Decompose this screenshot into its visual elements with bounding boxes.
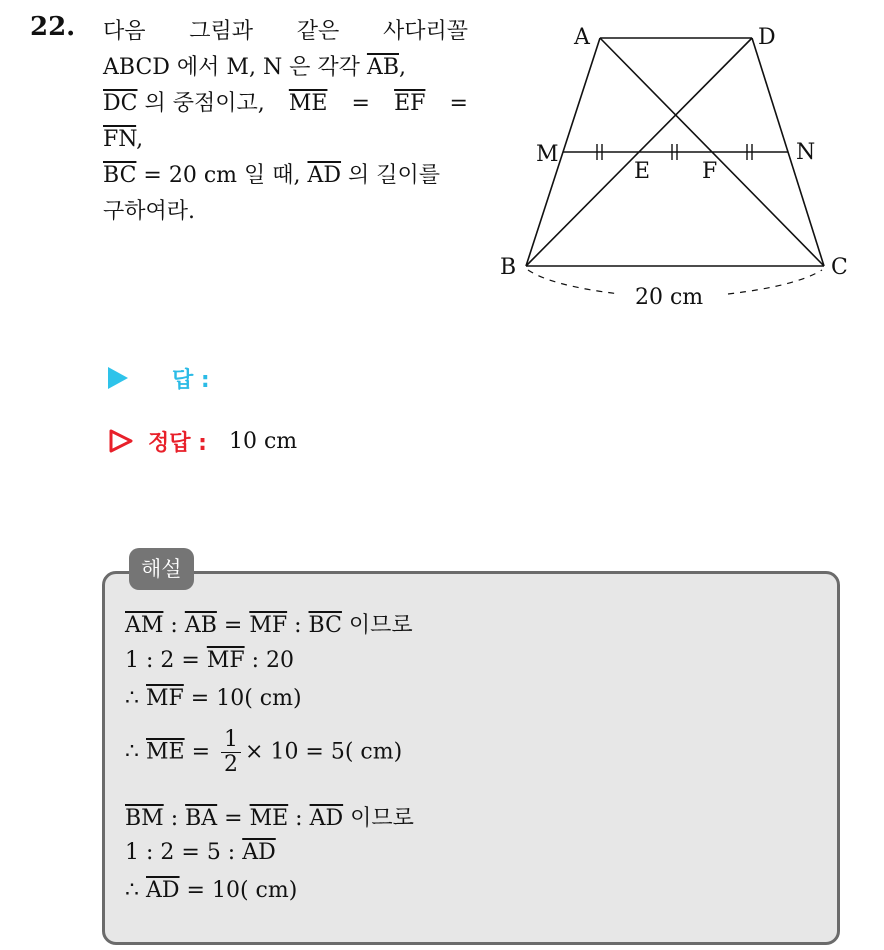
text: 이므로 <box>343 806 414 831</box>
length-arc <box>528 270 620 294</box>
segment-ab: $\overline{AB}$ <box>366 55 399 80</box>
label-a: A <box>574 25 590 50</box>
seg: $\overline{ME}$ <box>146 739 185 765</box>
denominator: 2 <box>224 752 239 777</box>
question-number: 22. <box>30 12 76 42</box>
q-word: 그림과 <box>189 19 253 44</box>
text: 이므로 <box>341 613 413 638</box>
question-line-3 <box>103 86 468 122</box>
question-line-4 <box>103 122 468 158</box>
q-text: 의 중점이고, <box>144 91 265 116</box>
seg: $\overline{BA}$ <box>185 806 218 831</box>
colon: : <box>163 806 186 831</box>
seg: $\overline{AD}$ <box>309 806 344 831</box>
q-text: ABCD 에서 M, N 은 각각 <box>103 55 360 80</box>
colon: : <box>288 806 310 831</box>
therefore: ∴ <box>125 739 146 765</box>
question-line-2 <box>103 50 468 86</box>
q-word: 사다리꼴 <box>382 19 468 44</box>
segment-dc: $\overline{DC}$ <box>103 91 138 116</box>
explanation-line-2 <box>125 648 294 673</box>
text: = 10( cm) <box>183 686 302 711</box>
length-arc <box>728 270 822 294</box>
segment-me: $\overline{ME}$ <box>288 91 328 116</box>
equals-sign: = <box>449 91 468 116</box>
seg: $\overline{MF}$ <box>206 648 245 673</box>
trapezoid-figure <box>490 10 870 310</box>
seg: $\overline{BM}$ <box>125 806 164 831</box>
therefore: ∴ <box>125 878 146 903</box>
explanation-tab: 해설 <box>129 548 194 590</box>
q-text: 의 길이를 <box>341 163 441 188</box>
segment-fn: $\overline{FN}$ <box>103 127 137 152</box>
explanation-line-4 <box>125 728 402 777</box>
seg: $\overline{AB}$ <box>184 613 217 638</box>
seg: $\overline{MF}$ <box>249 613 288 638</box>
colon: : <box>287 613 309 638</box>
bc-length-label: 20 cm <box>635 285 704 310</box>
seg: $\overline{AD}$ <box>242 840 276 865</box>
fraction <box>221 728 241 777</box>
question-line-5 <box>103 158 468 194</box>
q-text: , <box>136 127 144 152</box>
label-d: D <box>758 25 776 50</box>
segment-ef: $\overline{EF}$ <box>394 91 426 116</box>
correct-answer-label: 정답 : <box>148 430 207 456</box>
explanation-line-5 <box>125 801 414 832</box>
seg: $\overline{BC}$ <box>308 613 342 638</box>
seg: $\overline{MF}$ <box>146 686 184 711</box>
question-line-1 <box>103 14 468 50</box>
seg: $\overline{AD}$ <box>146 878 180 903</box>
q-text: , <box>399 55 406 80</box>
label-e: E <box>634 159 651 184</box>
correct-answer-value: 10 cm <box>228 428 298 454</box>
explanation-line-6 <box>125 840 276 865</box>
q-text: = 20 cm 일 때, <box>136 163 308 188</box>
label-n: N <box>796 140 816 165</box>
question-text <box>103 14 468 230</box>
q-word: 다음 <box>103 19 146 44</box>
seg: $\overline{AM}$ <box>125 613 164 638</box>
numerator: 1 <box>221 728 241 753</box>
explanation-line-7 <box>125 878 297 903</box>
question-line-6: 구하여라. <box>103 199 196 224</box>
explanation-line-1 <box>125 608 413 639</box>
seg: $\overline{ME}$ <box>249 806 289 831</box>
segment-bc: $\overline{BC}$ <box>103 163 137 188</box>
segment-ad: $\overline{AD}$ <box>307 163 342 188</box>
answer-label: 답 : <box>172 367 210 393</box>
equals-sign: = <box>351 91 370 116</box>
label-m: M <box>536 142 559 167</box>
text: 1 : 2 = <box>125 648 207 673</box>
colon: : <box>163 613 185 638</box>
equals: = <box>184 739 218 765</box>
answer-row <box>108 360 210 396</box>
text: × 10 = 5( cm) <box>245 739 403 765</box>
therefore: ∴ <box>125 686 146 711</box>
equals: = <box>217 806 250 831</box>
text: 1 : 2 = 5 : <box>125 840 243 865</box>
q-word: 같은 <box>296 19 340 44</box>
label-c: C <box>831 255 848 280</box>
correct-answer-row <box>108 423 297 459</box>
text: : 20 <box>244 648 295 673</box>
text: = 10( cm) <box>179 878 298 903</box>
label-f: F <box>702 159 718 184</box>
explanation-line-3 <box>125 686 302 711</box>
outline-triangle-icon <box>108 428 134 454</box>
equals: = <box>216 613 250 638</box>
play-triangle-icon <box>108 367 128 389</box>
label-b: B <box>500 255 517 280</box>
